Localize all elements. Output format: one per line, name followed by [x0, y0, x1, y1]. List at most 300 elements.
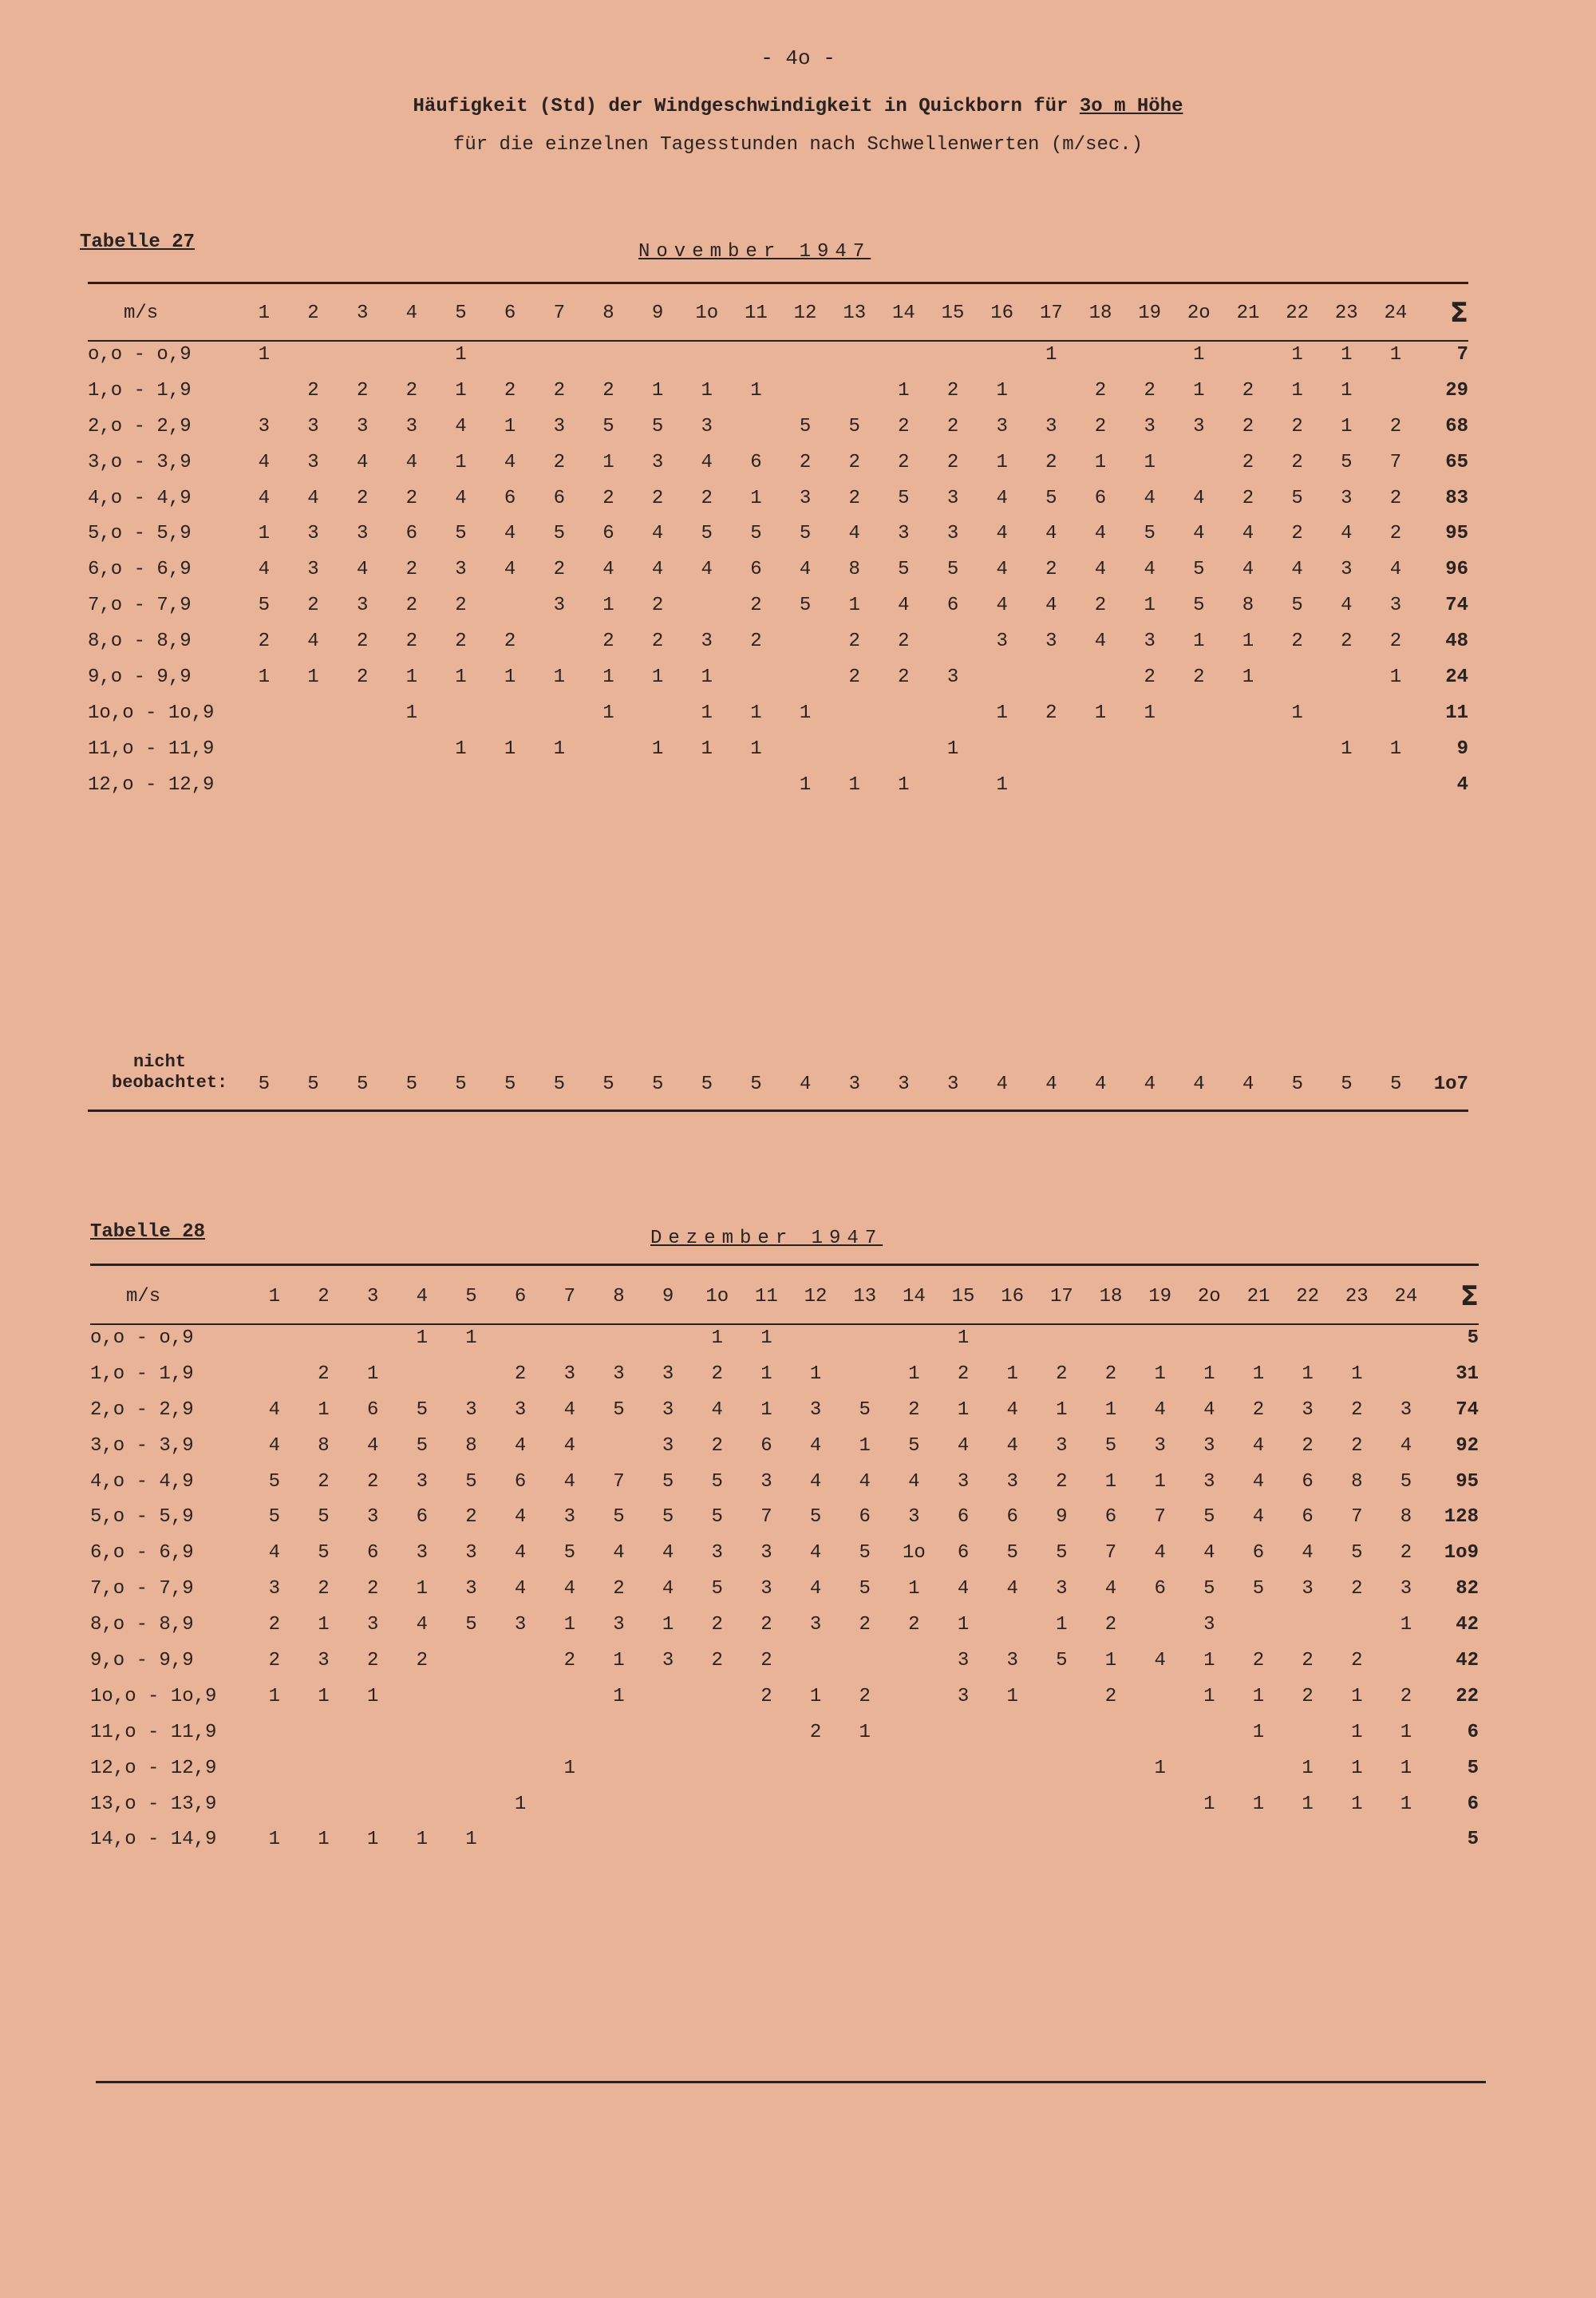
- count-cell: 8: [1351, 1470, 1363, 1493]
- count-cell: 5: [1341, 451, 1353, 473]
- count-cell: 2: [701, 487, 713, 509]
- count-cell: [830, 373, 879, 409]
- count-cell: 4: [356, 451, 369, 473]
- count-cell: [1371, 373, 1420, 409]
- count-cell: [250, 1786, 299, 1822]
- table-row: [88, 659, 1468, 695]
- count-cell: [447, 1786, 496, 1822]
- count-cell: 2: [1242, 451, 1254, 473]
- count-cell: [1086, 1715, 1136, 1750]
- count-cell: [1273, 731, 1322, 767]
- count-cell: 1: [701, 738, 713, 760]
- speed-range: 12,o - 12,9: [90, 1757, 217, 1779]
- count-cell: 7: [1389, 451, 1402, 473]
- col-header-hour: 21: [1246, 1285, 1270, 1307]
- count-cell: 1: [307, 666, 319, 688]
- count-cell: 1: [1154, 1470, 1166, 1493]
- count-cell: [1332, 1821, 1381, 1857]
- count-cell: 1: [1351, 1685, 1363, 1707]
- count-cell: 1: [898, 379, 910, 401]
- count-cell: 6: [957, 1506, 970, 1529]
- col-header-hour: 12: [793, 302, 817, 324]
- table-row: [90, 1464, 1479, 1500]
- col-header-hour: 7: [553, 302, 565, 324]
- count-cell: [1184, 1320, 1234, 1356]
- count-cell: 2: [1389, 631, 1402, 653]
- count-cell: [397, 1786, 447, 1822]
- count-cell: 2: [514, 1363, 527, 1385]
- count-cell: 1: [662, 1614, 674, 1636]
- count-cell: [338, 731, 387, 767]
- not-observed-cell: 3: [946, 1074, 959, 1095]
- count-cell: [840, 1750, 890, 1786]
- count-cell: 8: [1400, 1506, 1412, 1529]
- table28-month-title: Dezember 1947: [650, 1228, 883, 1249]
- count-cell: 4: [1252, 1470, 1265, 1493]
- count-cell: 4: [1203, 1398, 1215, 1421]
- count-cell: 6: [1006, 1506, 1018, 1529]
- count-cell: 1: [1341, 343, 1353, 366]
- count-cell: 1: [651, 379, 664, 401]
- count-cell: [928, 337, 978, 373]
- speed-range: 8,o - 8,9: [88, 631, 192, 653]
- count-cell: [1234, 1320, 1283, 1356]
- count-cell: 1: [455, 451, 467, 473]
- count-cell: 3: [957, 1470, 970, 1493]
- count-cell: 4: [563, 1578, 575, 1600]
- count-cell: 1: [701, 666, 713, 688]
- col-header-hour: 16: [1001, 1285, 1025, 1307]
- count-cell: [791, 1786, 840, 1822]
- not-observed-cell: 5: [1341, 1074, 1353, 1095]
- row-sum: 5: [1467, 1829, 1479, 1851]
- count-cell: 2: [1302, 1434, 1314, 1457]
- count-cell: [496, 1643, 545, 1679]
- count-cell: [1283, 1320, 1333, 1356]
- count-cell: [595, 1786, 644, 1822]
- count-cell: 2: [1351, 1398, 1363, 1421]
- count-cell: 5: [1144, 523, 1156, 545]
- count-cell: [988, 1320, 1037, 1356]
- count-cell: 3: [356, 523, 369, 545]
- count-cell: 4: [258, 487, 271, 509]
- count-cell: 2: [651, 487, 664, 509]
- count-cell: 7: [760, 1506, 772, 1529]
- speed-range: 9,o - 9,9: [90, 1649, 194, 1671]
- count-cell: 3: [662, 1649, 674, 1671]
- col-header-sum: [1431, 1272, 1479, 1320]
- count-cell: 2: [1252, 1649, 1265, 1671]
- count-cell: 2: [1144, 379, 1156, 401]
- count-cell: [780, 731, 830, 767]
- count-cell: 1: [859, 1434, 871, 1457]
- count-cell: [780, 623, 830, 659]
- col-header-hour: 24: [1394, 1285, 1418, 1307]
- count-cell: 2: [1056, 1470, 1068, 1493]
- count-cell: [348, 1320, 397, 1356]
- count-cell: 4: [1341, 523, 1353, 545]
- count-cell: 5: [908, 1434, 920, 1457]
- count-cell: [780, 373, 830, 409]
- count-cell: [879, 731, 929, 767]
- count-cell: 5: [701, 523, 713, 545]
- not-observed-cell: 5: [504, 1074, 516, 1095]
- count-cell: 5: [711, 1506, 723, 1529]
- count-cell: [348, 1786, 397, 1822]
- count-cell: [742, 1786, 792, 1822]
- count-cell: 4: [809, 1470, 822, 1493]
- table-row: [88, 587, 1468, 623]
- col-header-hour: 6: [504, 302, 516, 324]
- count-cell: 1: [366, 1829, 379, 1851]
- speed-range: 8,o - 8,9: [90, 1614, 194, 1636]
- count-cell: 1: [1302, 1757, 1314, 1779]
- col-header-hour: 4: [416, 1285, 429, 1307]
- count-cell: [397, 1715, 447, 1750]
- count-cell: 1: [602, 666, 614, 688]
- count-cell: 5: [651, 415, 664, 437]
- count-cell: [1321, 659, 1371, 695]
- speed-range: 3,o - 3,9: [90, 1434, 194, 1457]
- count-cell: 1: [553, 666, 565, 688]
- count-cell: 8: [848, 559, 860, 581]
- count-cell: 6: [1302, 1506, 1314, 1529]
- count-cell: 1: [651, 738, 664, 760]
- count-cell: 2: [318, 1470, 330, 1493]
- count-cell: 2: [613, 1578, 625, 1600]
- count-cell: 3: [701, 631, 713, 653]
- row-sum: 95: [1445, 523, 1468, 545]
- count-cell: 5: [416, 1398, 429, 1421]
- count-cell: [1136, 1607, 1185, 1643]
- count-cell: [633, 337, 682, 373]
- count-cell: 4: [1252, 1434, 1265, 1457]
- row-sum: 48: [1445, 631, 1468, 653]
- count-cell: 3: [405, 415, 418, 437]
- count-cell: 3: [307, 523, 319, 545]
- count-cell: 4: [1302, 1542, 1314, 1564]
- col-header-hour: 12: [804, 1285, 828, 1307]
- count-cell: 4: [416, 1614, 429, 1636]
- col-header-hour: 23: [1345, 1285, 1369, 1307]
- count-cell: 1: [318, 1829, 330, 1851]
- speed-range: 5,o - 5,9: [88, 523, 192, 545]
- count-cell: 3: [563, 1363, 575, 1385]
- count-cell: [988, 1786, 1037, 1822]
- col-header-hour: 15: [951, 1285, 975, 1307]
- count-cell: 5: [1056, 1542, 1068, 1564]
- count-cell: 1: [848, 773, 860, 796]
- count-cell: 3: [908, 1506, 920, 1529]
- table-row: [88, 767, 1468, 803]
- count-cell: 3: [563, 1506, 575, 1529]
- count-cell: 4: [268, 1434, 281, 1457]
- count-cell: 2: [1094, 595, 1107, 617]
- col-header-hour: 23: [1334, 302, 1358, 324]
- count-cell: 2: [946, 379, 959, 401]
- count-cell: [496, 1320, 545, 1356]
- page-bottom-rule: [96, 2081, 1486, 2083]
- count-cell: [1174, 445, 1223, 481]
- count-cell: 1: [318, 1685, 330, 1707]
- row-sum: 95: [1456, 1470, 1479, 1493]
- count-cell: [693, 1679, 742, 1715]
- count-cell: 5: [563, 1542, 575, 1564]
- count-cell: [1086, 1320, 1136, 1356]
- count-cell: [791, 1320, 840, 1356]
- count-cell: 3: [307, 415, 319, 437]
- table27: [88, 289, 1468, 803]
- count-cell: [643, 1679, 693, 1715]
- count-cell: 6: [859, 1506, 871, 1529]
- count-cell: 2: [799, 451, 812, 473]
- count-cell: 5: [602, 415, 614, 437]
- count-cell: 2: [416, 1649, 429, 1671]
- count-cell: [1184, 1715, 1234, 1750]
- count-cell: [447, 1715, 496, 1750]
- count-cell: 1: [416, 1578, 429, 1600]
- not-observed-cell: 5: [553, 1074, 565, 1095]
- count-cell: 1: [651, 666, 664, 688]
- count-cell: 4: [996, 595, 1008, 617]
- count-cell: 1: [1056, 1398, 1068, 1421]
- col-header-hour: 16: [990, 302, 1014, 324]
- count-cell: 4: [1154, 1649, 1166, 1671]
- count-cell: [1037, 1786, 1087, 1822]
- count-cell: 4: [307, 487, 319, 509]
- count-cell: 2: [946, 415, 959, 437]
- col-header-hour: 5: [465, 1285, 477, 1307]
- count-cell: 3: [1203, 1470, 1215, 1493]
- count-cell: 4: [1193, 487, 1205, 509]
- count-cell: 4: [307, 631, 319, 653]
- count-cell: [545, 1320, 595, 1356]
- count-cell: 4: [1203, 1542, 1215, 1564]
- count-cell: [239, 767, 289, 803]
- count-cell: 3: [946, 487, 959, 509]
- count-cell: 4: [908, 1470, 920, 1493]
- not-observed-cell: 5: [356, 1074, 369, 1095]
- count-cell: 5: [750, 523, 762, 545]
- count-cell: 1: [1341, 379, 1353, 401]
- table-row: [88, 731, 1468, 767]
- not-observed-cell: 5: [307, 1074, 319, 1095]
- count-cell: [1027, 659, 1077, 695]
- count-cell: 7: [613, 1470, 625, 1493]
- col-header-hour: 1: [258, 302, 271, 324]
- count-cell: 4: [514, 1506, 527, 1529]
- count-cell: [1136, 1821, 1185, 1857]
- table27-bottom-rule: [88, 1109, 1468, 1112]
- speed-range: 2,o - 2,9: [88, 415, 192, 437]
- count-cell: 1: [711, 1327, 723, 1349]
- speed-range: 7,o - 7,9: [90, 1578, 194, 1600]
- count-cell: [1283, 1821, 1333, 1857]
- count-cell: 8: [1242, 595, 1254, 617]
- count-cell: 4: [1154, 1542, 1166, 1564]
- count-cell: 1: [366, 1363, 379, 1385]
- count-cell: 4: [1389, 559, 1402, 581]
- count-cell: [338, 337, 387, 373]
- count-cell: 6: [1252, 1542, 1265, 1564]
- count-cell: 2: [651, 631, 664, 653]
- not-observed-cell: 4: [799, 1074, 812, 1095]
- count-cell: [289, 731, 338, 767]
- count-cell: 6: [1154, 1578, 1166, 1600]
- count-cell: [535, 337, 584, 373]
- count-cell: 1: [1056, 1614, 1068, 1636]
- count-cell: [879, 695, 929, 731]
- count-cell: 1: [1144, 451, 1156, 473]
- count-cell: 2: [1291, 415, 1303, 437]
- col-header-hour: 17: [1049, 1285, 1073, 1307]
- row-sum: 29: [1445, 379, 1468, 401]
- count-cell: 2: [848, 451, 860, 473]
- row-sum: 4: [1456, 773, 1468, 796]
- count-cell: 5: [662, 1470, 674, 1493]
- col-header-hour: 2o: [1197, 1285, 1221, 1307]
- count-cell: [338, 767, 387, 803]
- count-cell: 1: [908, 1363, 920, 1385]
- col-header-hour: 19: [1148, 1285, 1172, 1307]
- count-cell: 1: [258, 666, 271, 688]
- count-cell: 4: [809, 1542, 822, 1564]
- count-cell: 1: [1341, 415, 1353, 437]
- count-cell: 1: [1400, 1614, 1412, 1636]
- count-cell: [397, 1750, 447, 1786]
- speed-range: 6,o - 6,9: [90, 1542, 194, 1564]
- count-cell: [780, 337, 830, 373]
- count-cell: [732, 337, 781, 373]
- count-cell: [978, 659, 1027, 695]
- count-cell: 2: [898, 415, 910, 437]
- count-cell: 1: [750, 738, 762, 760]
- count-cell: 1: [602, 451, 614, 473]
- count-cell: 5: [465, 1614, 477, 1636]
- count-cell: 3: [553, 415, 565, 437]
- count-cell: 5: [455, 523, 467, 545]
- count-cell: [545, 1715, 595, 1750]
- count-cell: 5: [859, 1542, 871, 1564]
- count-cell: 1: [1094, 451, 1107, 473]
- count-cell: 2: [1104, 1614, 1117, 1636]
- count-cell: 4: [662, 1578, 674, 1600]
- table-row: [88, 516, 1468, 552]
- col-header-hour: 11: [745, 302, 768, 324]
- count-cell: 4: [996, 523, 1008, 545]
- count-cell: [1076, 731, 1125, 767]
- count-cell: 1: [1389, 738, 1402, 760]
- col-header-hour: 15: [941, 302, 965, 324]
- count-cell: [682, 767, 732, 803]
- count-cell: 1: [1291, 702, 1303, 724]
- count-cell: 2: [711, 1649, 723, 1671]
- count-cell: 3: [1341, 487, 1353, 509]
- count-cell: [693, 1715, 742, 1750]
- table-row: [90, 1786, 1479, 1822]
- col-header-hour: 3: [356, 302, 369, 324]
- count-cell: 3: [996, 415, 1008, 437]
- table28-top-rule: [90, 1264, 1479, 1266]
- count-cell: 2: [602, 487, 614, 509]
- count-cell: 3: [662, 1434, 674, 1457]
- count-cell: 6: [405, 523, 418, 545]
- count-cell: 1: [750, 487, 762, 509]
- count-cell: [1273, 767, 1322, 803]
- table-row: [88, 445, 1468, 481]
- count-cell: [742, 1821, 792, 1857]
- count-cell: 2: [898, 631, 910, 653]
- table-row: [88, 409, 1468, 445]
- count-cell: [643, 1821, 693, 1857]
- count-cell: 1: [613, 1685, 625, 1707]
- count-cell: [437, 767, 486, 803]
- count-cell: 4: [1154, 1398, 1166, 1421]
- count-cell: [938, 1750, 988, 1786]
- count-cell: 3: [898, 523, 910, 545]
- count-cell: 2: [602, 631, 614, 653]
- count-cell: [397, 1679, 447, 1715]
- count-cell: [1234, 1750, 1283, 1786]
- count-cell: 4: [258, 451, 271, 473]
- speed-range: 4,o - 4,9: [90, 1470, 194, 1493]
- count-cell: 1: [563, 1757, 575, 1779]
- count-cell: 3: [760, 1542, 772, 1564]
- count-cell: 4: [809, 1434, 822, 1457]
- count-cell: 8: [318, 1434, 330, 1457]
- count-cell: [988, 1821, 1037, 1857]
- count-cell: [890, 1679, 939, 1715]
- count-cell: [595, 1428, 644, 1464]
- count-cell: 5: [809, 1506, 822, 1529]
- count-cell: 3: [356, 415, 369, 437]
- count-cell: 3: [416, 1470, 429, 1493]
- count-cell: 2: [1094, 379, 1107, 401]
- col-header-hour: 22: [1296, 1285, 1320, 1307]
- count-cell: 2: [465, 1506, 477, 1529]
- count-cell: 2: [848, 666, 860, 688]
- count-cell: 1: [318, 1398, 330, 1421]
- count-cell: [545, 1679, 595, 1715]
- count-cell: 4: [1006, 1398, 1018, 1421]
- count-cell: [1037, 1821, 1087, 1857]
- count-cell: 2: [848, 631, 860, 653]
- count-cell: 2: [859, 1685, 871, 1707]
- col-header-hour: 3: [366, 1285, 379, 1307]
- count-cell: [584, 767, 634, 803]
- row-sum: 11: [1445, 702, 1468, 724]
- not-observed-cell: 5: [651, 1074, 664, 1095]
- count-cell: 5: [946, 559, 959, 581]
- count-cell: 2: [318, 1578, 330, 1600]
- count-cell: [791, 1750, 840, 1786]
- count-cell: [289, 695, 338, 731]
- count-cell: 1: [405, 666, 418, 688]
- count-cell: [742, 1715, 792, 1750]
- count-cell: [496, 1679, 545, 1715]
- count-cell: 2: [1104, 1685, 1117, 1707]
- count-cell: 4: [563, 1470, 575, 1493]
- count-cell: 5: [613, 1398, 625, 1421]
- count-cell: 2: [1252, 1398, 1265, 1421]
- page-title: [0, 96, 1596, 117]
- count-cell: [1381, 1643, 1431, 1679]
- count-cell: 2: [1302, 1649, 1314, 1671]
- count-cell: 1: [1291, 343, 1303, 366]
- count-cell: 6: [504, 487, 516, 509]
- count-cell: [879, 337, 929, 373]
- count-cell: 2: [760, 1649, 772, 1671]
